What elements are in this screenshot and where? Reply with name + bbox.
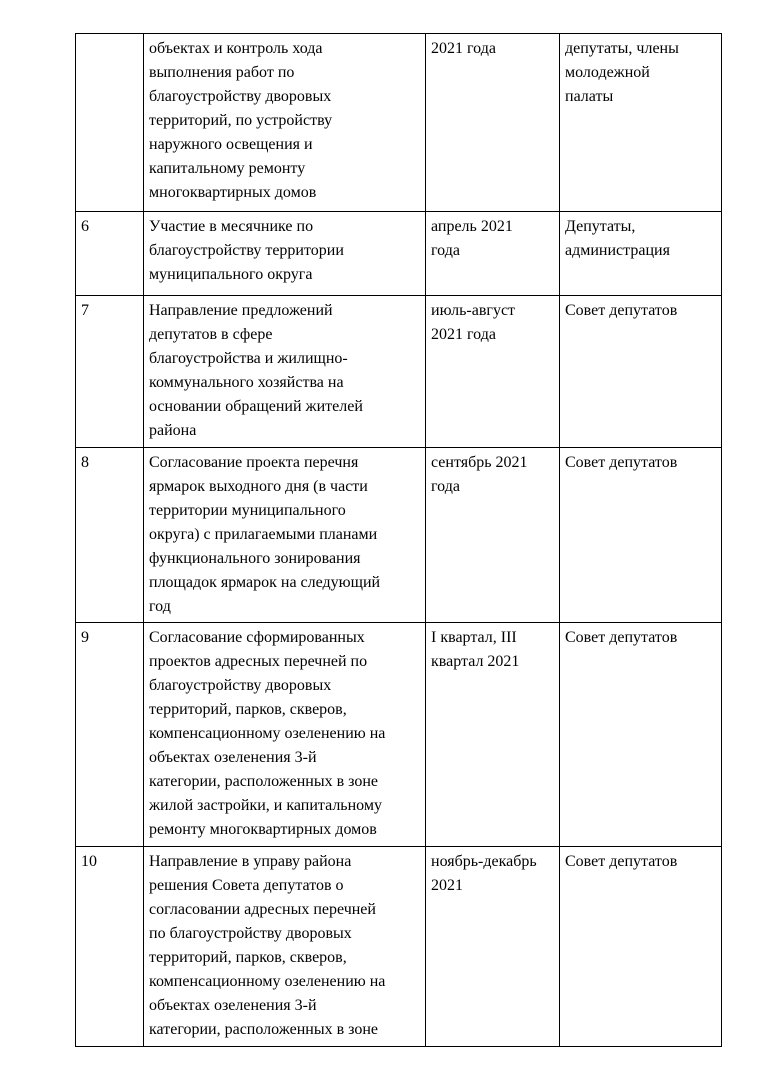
activity-text-cell (144, 296, 426, 448)
activity-text-line: ярмарок выходного дня (в части (149, 478, 368, 495)
responsible-cell (560, 847, 722, 1047)
activity-text-line: проектов адресных перечней по (149, 653, 368, 670)
responsible-cell (560, 296, 722, 448)
activity-text-line: компенсационному озеленению на (149, 725, 386, 742)
responsible-line: депутаты, члены (565, 40, 679, 57)
activity-text-line: основании обращений жителей (149, 398, 363, 415)
activity-text-line: объектах и контроль хода (149, 40, 323, 57)
deadline-line: I квартал, III (431, 629, 517, 646)
activity-text-line: территорий, парков, скверов, (149, 949, 347, 966)
activity-text-line: района (149, 422, 197, 439)
deadline-line: квартал 2021 (431, 653, 520, 670)
responsible-line: палаты (565, 88, 614, 105)
deadline-line: года (431, 242, 460, 259)
activity-text-cell (144, 212, 426, 296)
responsible-line: Совет депутатов (565, 302, 678, 319)
activity-text-cell (144, 623, 426, 847)
activity-text-line: территории муниципального (149, 502, 346, 519)
activity-text-line: Направление предложений (149, 302, 333, 319)
deadline-line: 2021 года (431, 40, 496, 57)
row-number-cell (76, 623, 144, 847)
activity-text-line: коммунального хозяйства на (149, 374, 344, 391)
deadline-cell (426, 623, 560, 847)
activity-text-line: категории, расположенных в зоне (149, 1021, 379, 1038)
row-number: 9 (81, 629, 89, 646)
activity-text-line: округа) с прилагаемыми планами (149, 526, 378, 543)
responsible-cell (560, 623, 722, 847)
row-number-cell (76, 296, 144, 448)
table-row (76, 623, 722, 847)
deadline-cell (426, 34, 560, 212)
row-number-cell (76, 847, 144, 1047)
activity-text-line: Согласование сформированных (149, 629, 365, 646)
deadline-cell (426, 212, 560, 296)
responsible-cell (560, 34, 722, 212)
responsible-line: администрация (565, 242, 670, 259)
responsible-cell (560, 212, 722, 296)
activity-text-line: территорий, парков, скверов, (149, 701, 347, 718)
table-row (76, 448, 722, 623)
table-row (76, 34, 722, 212)
activity-text-cell (144, 847, 426, 1047)
activity-text-line: благоустройству дворовых (149, 677, 332, 694)
activity-text-cell (144, 448, 426, 623)
table-row (76, 212, 722, 296)
responsible-line: молодежной (565, 64, 650, 81)
row-number-cell (76, 34, 144, 212)
activity-text-line: муниципального округа (149, 266, 313, 283)
deadline-line: 2021 года (431, 326, 496, 343)
table-row (76, 296, 722, 448)
responsible-line: Совет депутатов (565, 853, 678, 870)
activity-text-line: благоустройству дворовых (149, 88, 332, 105)
row-number-cell (76, 212, 144, 296)
row-number: 8 (81, 454, 89, 471)
deadline-line: сентябрь 2021 (431, 454, 528, 471)
activity-text-line: объектах озеленения 3-й (149, 749, 317, 766)
deadline-line: года (431, 478, 460, 495)
deadline-line: ноябрь-декабрь (431, 853, 537, 870)
activity-text-line: депутатов в сфере (149, 326, 273, 343)
activity-text-line: функционального зонирования (149, 550, 361, 567)
responsible-line: Совет депутатов (565, 454, 678, 471)
activity-text-line: решения Совета депутатов о (149, 877, 344, 894)
activity-text-line: благоустройства и жилищно- (149, 350, 348, 367)
deadline-line: 2021 (431, 877, 463, 894)
activity-text-line: территорий, по устройству (149, 112, 333, 129)
activity-text-line: наружного освещения и (149, 136, 313, 153)
activity-text-line: Направление в управу района (149, 853, 352, 870)
activity-text-line: многоквартирных домов (149, 184, 317, 201)
activity-text-cell (144, 34, 426, 212)
row-number-cell (76, 448, 144, 623)
deadline-cell (426, 448, 560, 623)
activity-text-line: объектах озеленения 3-й (149, 997, 317, 1014)
activity-text-line: ремонту многоквартирных домов (149, 821, 377, 838)
activity-text-line: выполнения работ по (149, 64, 295, 81)
activity-text-line: категории, расположенных в зоне (149, 773, 379, 790)
deadline-line: июль-август (431, 302, 516, 319)
activity-text-line: капитальному ремонту (149, 160, 306, 177)
activity-text-line: площадок ярмарок на следующий (149, 574, 381, 591)
work-plan-table-body (76, 34, 722, 1047)
responsible-cell (560, 448, 722, 623)
row-number: 7 (81, 302, 89, 319)
deadline-cell (426, 847, 560, 1047)
activity-text-line: жилой застройки, и капитальному (149, 797, 382, 814)
activity-text-line: по благоустройству дворовых (149, 925, 352, 942)
row-number: 10 (81, 853, 97, 870)
activity-text-line: Согласование проекта перечня (149, 454, 359, 471)
activity-text-line: согласовании адресных перечней (149, 901, 376, 918)
activity-text-line: Участие в месячнике по (149, 218, 314, 235)
responsible-line: Депутаты, (565, 218, 636, 235)
responsible-line: Совет депутатов (565, 629, 678, 646)
activity-text-line: благоустройству территории (149, 242, 344, 259)
work-plan-table (75, 33, 722, 1047)
deadline-line: апрель 2021 (431, 218, 513, 235)
deadline-cell (426, 296, 560, 448)
activity-text-line: компенсационному озеленению на (149, 973, 386, 990)
activity-text-line: год (149, 598, 171, 615)
table-row (76, 847, 722, 1047)
row-number: 6 (81, 218, 89, 235)
